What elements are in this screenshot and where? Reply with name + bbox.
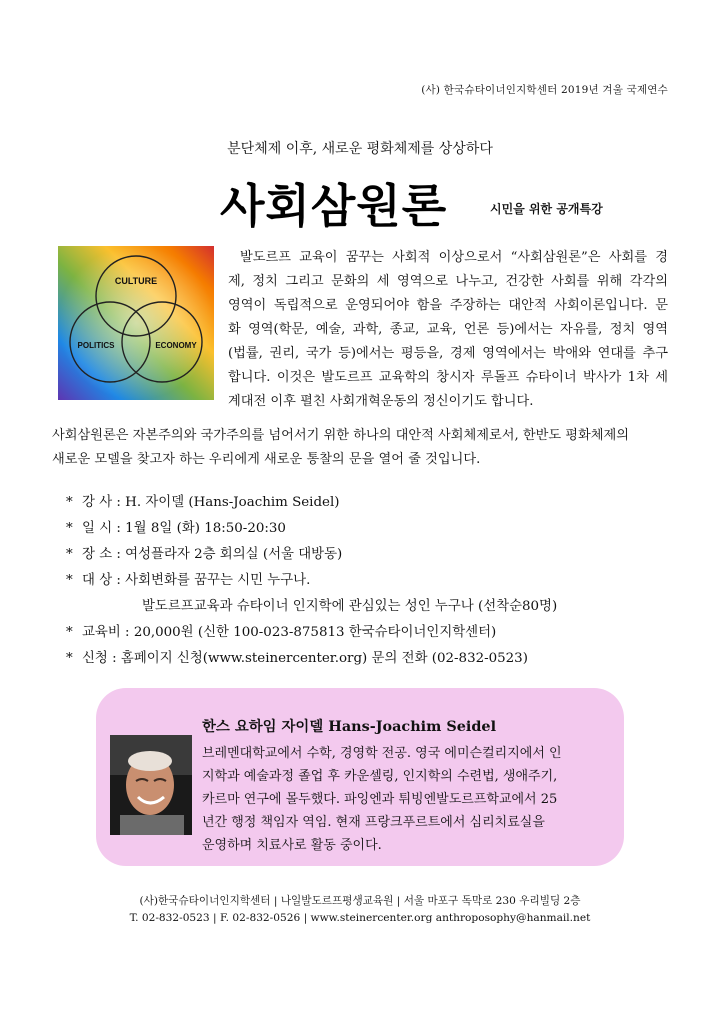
detail-venue: [66, 543, 342, 562]
detail-fee: [66, 621, 496, 640]
bio-line: 브레멘대학교에서 수학, 경영학 전공. 영국 에미슨컬리지에서 인: [202, 746, 562, 761]
bullet-mark: *: [66, 651, 73, 666]
detail-text: 일 시 : 1월 8일 (화) 18:50-20:30: [82, 521, 286, 536]
detail-registration: [66, 647, 528, 666]
culture-label: CULTURE: [114, 276, 158, 286]
politics-label: POLITICS: [77, 341, 115, 350]
bio-line: 지학과 예술과정 졸업 후 카운셀링, 인지학의 수련법, 생애주기,: [202, 769, 558, 784]
bullet-mark: *: [66, 625, 73, 640]
body-line: 새로운 모델을 찾고자 하는 우리에게 새로운 통찰의 문을 열어 줄 것입니다.: [52, 452, 481, 467]
detail-text: 신청 : 홈페이지 신청(www.steinercenter.org) 문의 전화 (02-832-0523): [82, 651, 528, 666]
intro-line: (법률, 권리, 국가 등)에서는 평등을, 경제 영역에서는 박애와 연대를 추구: [228, 346, 668, 361]
intro-line: 합니다. 이것은 발도르프 교육학의 창시자 루돌프 슈타이너 박사가 1차 세: [228, 370, 668, 385]
bullet-mark: *: [66, 495, 73, 510]
intro-line: 계대전 이후 펼친 사회개혁운동의 정신이기도 합니다.: [228, 394, 534, 409]
detail-audience: [66, 569, 310, 588]
detail-text: 대 상 : 사회변화를 꿈꾸는 시민 누구나.: [82, 573, 311, 588]
detail-lecturer: [66, 491, 339, 510]
bullet-mark: *: [66, 547, 73, 562]
bio-line: 년간 행정 책임자 역임. 현재 프랑크푸르트에서 심리치료실을: [202, 815, 545, 830]
footer-contact: T. 02-832-0523 | F. 02-832-0526 | www.steinercenter.org anthroposophy@hanmail.net: [129, 912, 591, 924]
detail-text: 강 사 : H. 자이델 (Hans-Joachim Seidel): [82, 495, 340, 510]
intro-line: 제, 정치 그리고 문화의 세 영역으로 나누고, 건강한 사회를 위해 각각의: [228, 274, 668, 289]
detail-text: 장 소 : 여성플라자 2층 회의실 (서울 대방동): [82, 547, 343, 562]
bio-line: 운영하며 치료사로 활동 중이다.: [202, 838, 382, 853]
detail-text: 교육비 : 20,000원 (신한 100-023-875813 한국슈타이너인지학센터): [82, 625, 497, 640]
detail-audience-continued: [142, 595, 557, 614]
intro-line: 영역이 독립적으로 운영되어야 함을 주장하는 대안적 사회이론입니다. 문: [228, 298, 668, 313]
bullet-mark: *: [66, 521, 73, 536]
page-title: 사회삼원론: [220, 179, 448, 233]
bio-line: 카르마 연구에 몰두했다. 파잉엔과 튀빙엔발도르프학교에서 25: [202, 792, 558, 807]
detail-datetime: [66, 517, 286, 536]
intro-line: 발도르프 교육이 꿈꾸는 사회적 이상으로서 “사회삼원론”은 사회를 경: [240, 250, 668, 265]
detail-text: 발도르프교육과 슈타이너 인지학에 관심있는 성인 누구나 (선착순80명): [142, 599, 558, 614]
header-note: (사) 한국슈타이너인지학센터 2019년 겨울 국제연수: [421, 84, 668, 96]
intro-line: 화 영역(학문, 예술, 과학, 종교, 교육, 언론 등)에서는 자유를, 정치 영역: [228, 322, 668, 337]
subtitle: 분단체제 이후, 새로운 평화체제를 상상하다: [227, 141, 493, 157]
tagline: 시민을 위한 공개특강: [490, 202, 603, 216]
economy-label: ECONOMY: [155, 341, 197, 350]
venn-diagram-image: [58, 246, 214, 400]
speaker-photo: [110, 735, 192, 835]
footer-address: (사)한국슈타이너인지학센터 | 나일발도르프평생교육원 | 서울 마포구 독막로 230 우리빌딩 2층: [139, 895, 581, 907]
body-line: 사회삼원론은 자본주의와 국가주의를 넘어서기 위한 하나의 대안적 사회체제로서, 한반도 평화체제의: [52, 428, 629, 443]
speaker-name: 한스 요하임 자이델 Hans-Joachim Seidel: [202, 718, 497, 735]
bullet-mark: *: [66, 573, 73, 588]
